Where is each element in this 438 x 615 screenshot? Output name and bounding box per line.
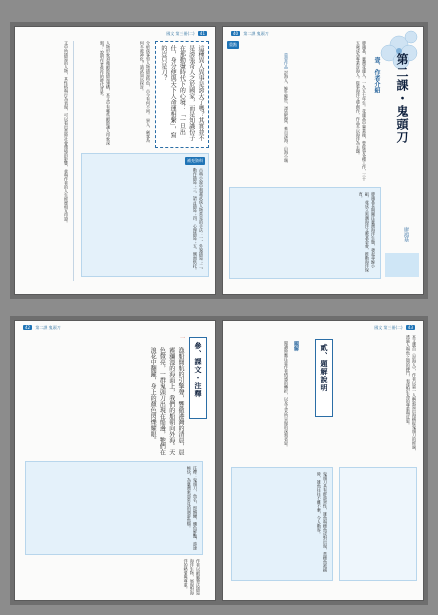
author-box-text: 廖鴻基長期關注臺灣海洋生態，發起尋鯨小組，並成立黑潮海洋文教基金會，推動海洋保育。 [358, 192, 376, 272]
works-title: 重要作品 [284, 53, 289, 69]
supplement-box [81, 153, 209, 277]
section-title-box [315, 339, 333, 417]
header-text: 國文 第三冊(二) [166, 31, 195, 36]
page-bottom-left [15, 321, 215, 600]
side-notes-column-2 [77, 41, 111, 146]
header-text: 第二課 鬼頭刀 [243, 31, 269, 36]
notes-box [25, 461, 203, 555]
side-notes-column [115, 41, 151, 146]
author-name: 廖鴻基 [403, 227, 409, 242]
page-number: 41 [199, 31, 205, 36]
side-note: 人物形象須藉細節描寫建構，本文中有哪些細節讓人印象深刻？ [99, 41, 111, 145]
side-box [339, 467, 417, 581]
side-note: 說明作者寫作的時代背景。 [99, 50, 105, 99]
page-number: 40 [233, 31, 239, 36]
header-text: 第二課 鬼頭刀 [35, 325, 61, 330]
left-column: 閱讀時應注意作者情感的轉折，以及文末所呈現的深刻省思。 [284, 341, 289, 449]
top-spread [10, 22, 428, 299]
intro-text: 這種異人異事是誇大了嗎？其實並不是誇張奇人之於國家，而是知識份子在那動盪時代下的心境：「一旦出仕，身分便與天下人命運相繫」，寫的豈只是刀？ [159, 45, 204, 141]
info-box [231, 467, 333, 581]
box-text: 古典小說中刻畫武俠人物常見的手法：一、外貌描寫；二、動作描寫；三、語言描寫；四、心理描寫；五、側面烘托。 [192, 168, 204, 272]
page-top-left [15, 27, 215, 294]
header-text: 國文 第三冊(二) [374, 325, 403, 330]
footer-text: 作者以細膩筆法描寫海洋生物，展現對海洋的熱愛與尊重。 [183, 559, 201, 595]
box-tag: 補充資料 [187, 158, 203, 163]
author-box [229, 187, 381, 279]
running-header [374, 325, 417, 331]
lesson-title: 第二課・鬼頭刀 [395, 53, 409, 144]
section-title: 貳、題解說明 [320, 344, 329, 392]
works-column [229, 53, 289, 179]
paragraph-label: 一 [179, 335, 185, 340]
page-number: 42 [25, 325, 31, 330]
page-bottom-right [223, 321, 423, 600]
intro-column [337, 335, 417, 455]
side-note: 分析俠客型人物描寫特色，古今有何不同。 [146, 41, 151, 117]
bottom-note: 文中所描寫的人物，其性格與行為表現，可以看出當時社會環境的影響，並與作者的人生經歷相互印證。 [64, 41, 69, 225]
divider [73, 41, 74, 281]
section-title: 參、課文・注釋 [194, 342, 203, 398]
author-heading: 壹、作者介紹 [373, 57, 380, 93]
running-header [166, 31, 209, 37]
page-number: 43 [407, 325, 413, 330]
works-list: 討海人、鯨生鯨世、漂流監獄、來自深海、山海小城 [284, 70, 289, 163]
side-note: 異人、劍客為何多被神化？請試加以探討。 [139, 41, 151, 143]
flower-ornament-icon [361, 29, 421, 99]
info-box-text: 鬼頭刀具有群游習性，雄魚與雌魚成對出現，當雌魚被捕時，雄魚往往不離不棄，令人動容。 [316, 472, 328, 572]
author-bio: 廖鴻基，臺灣花蓮人，一九五七年生。花蓮高中畢業後，曾從事各種工作，三十五歲成為專業討海人。從事海洋文學創作，作品多以海洋為主題。 [355, 41, 367, 181]
main-text: 本文選自《討海人》，作者以第一人稱敘寫出海捕捉鬼頭刀的經過，透過人與魚之間的搏鬥，表達對生命的尊重與反思。 [405, 335, 417, 453]
main-text: 漁船開航的引擎聲，響徹港灣的清晨，晨霧瀰漫的海面上，我們的船朝向外海。天色微亮，一群鬼頭刀出現在船邊，牠們在浪花中翻躍，身上的顏色閃爍耀眼。 [149, 347, 184, 455]
key-point-tag: 重點 [229, 42, 237, 47]
subsection-heading: 題解 [293, 341, 299, 351]
section-title-box [189, 337, 207, 419]
notes-text: 注釋：鬼頭刀，魚名，即鯕鰍，體色鮮豔，游速極快，為臺灣東部常見的洄游魚類。 [186, 466, 198, 550]
decorative-strip [385, 253, 419, 277]
running-header [229, 31, 269, 37]
page-top-right [223, 27, 423, 294]
running-header [21, 325, 61, 331]
intro-box [155, 41, 209, 148]
bottom-spread [10, 316, 428, 605]
